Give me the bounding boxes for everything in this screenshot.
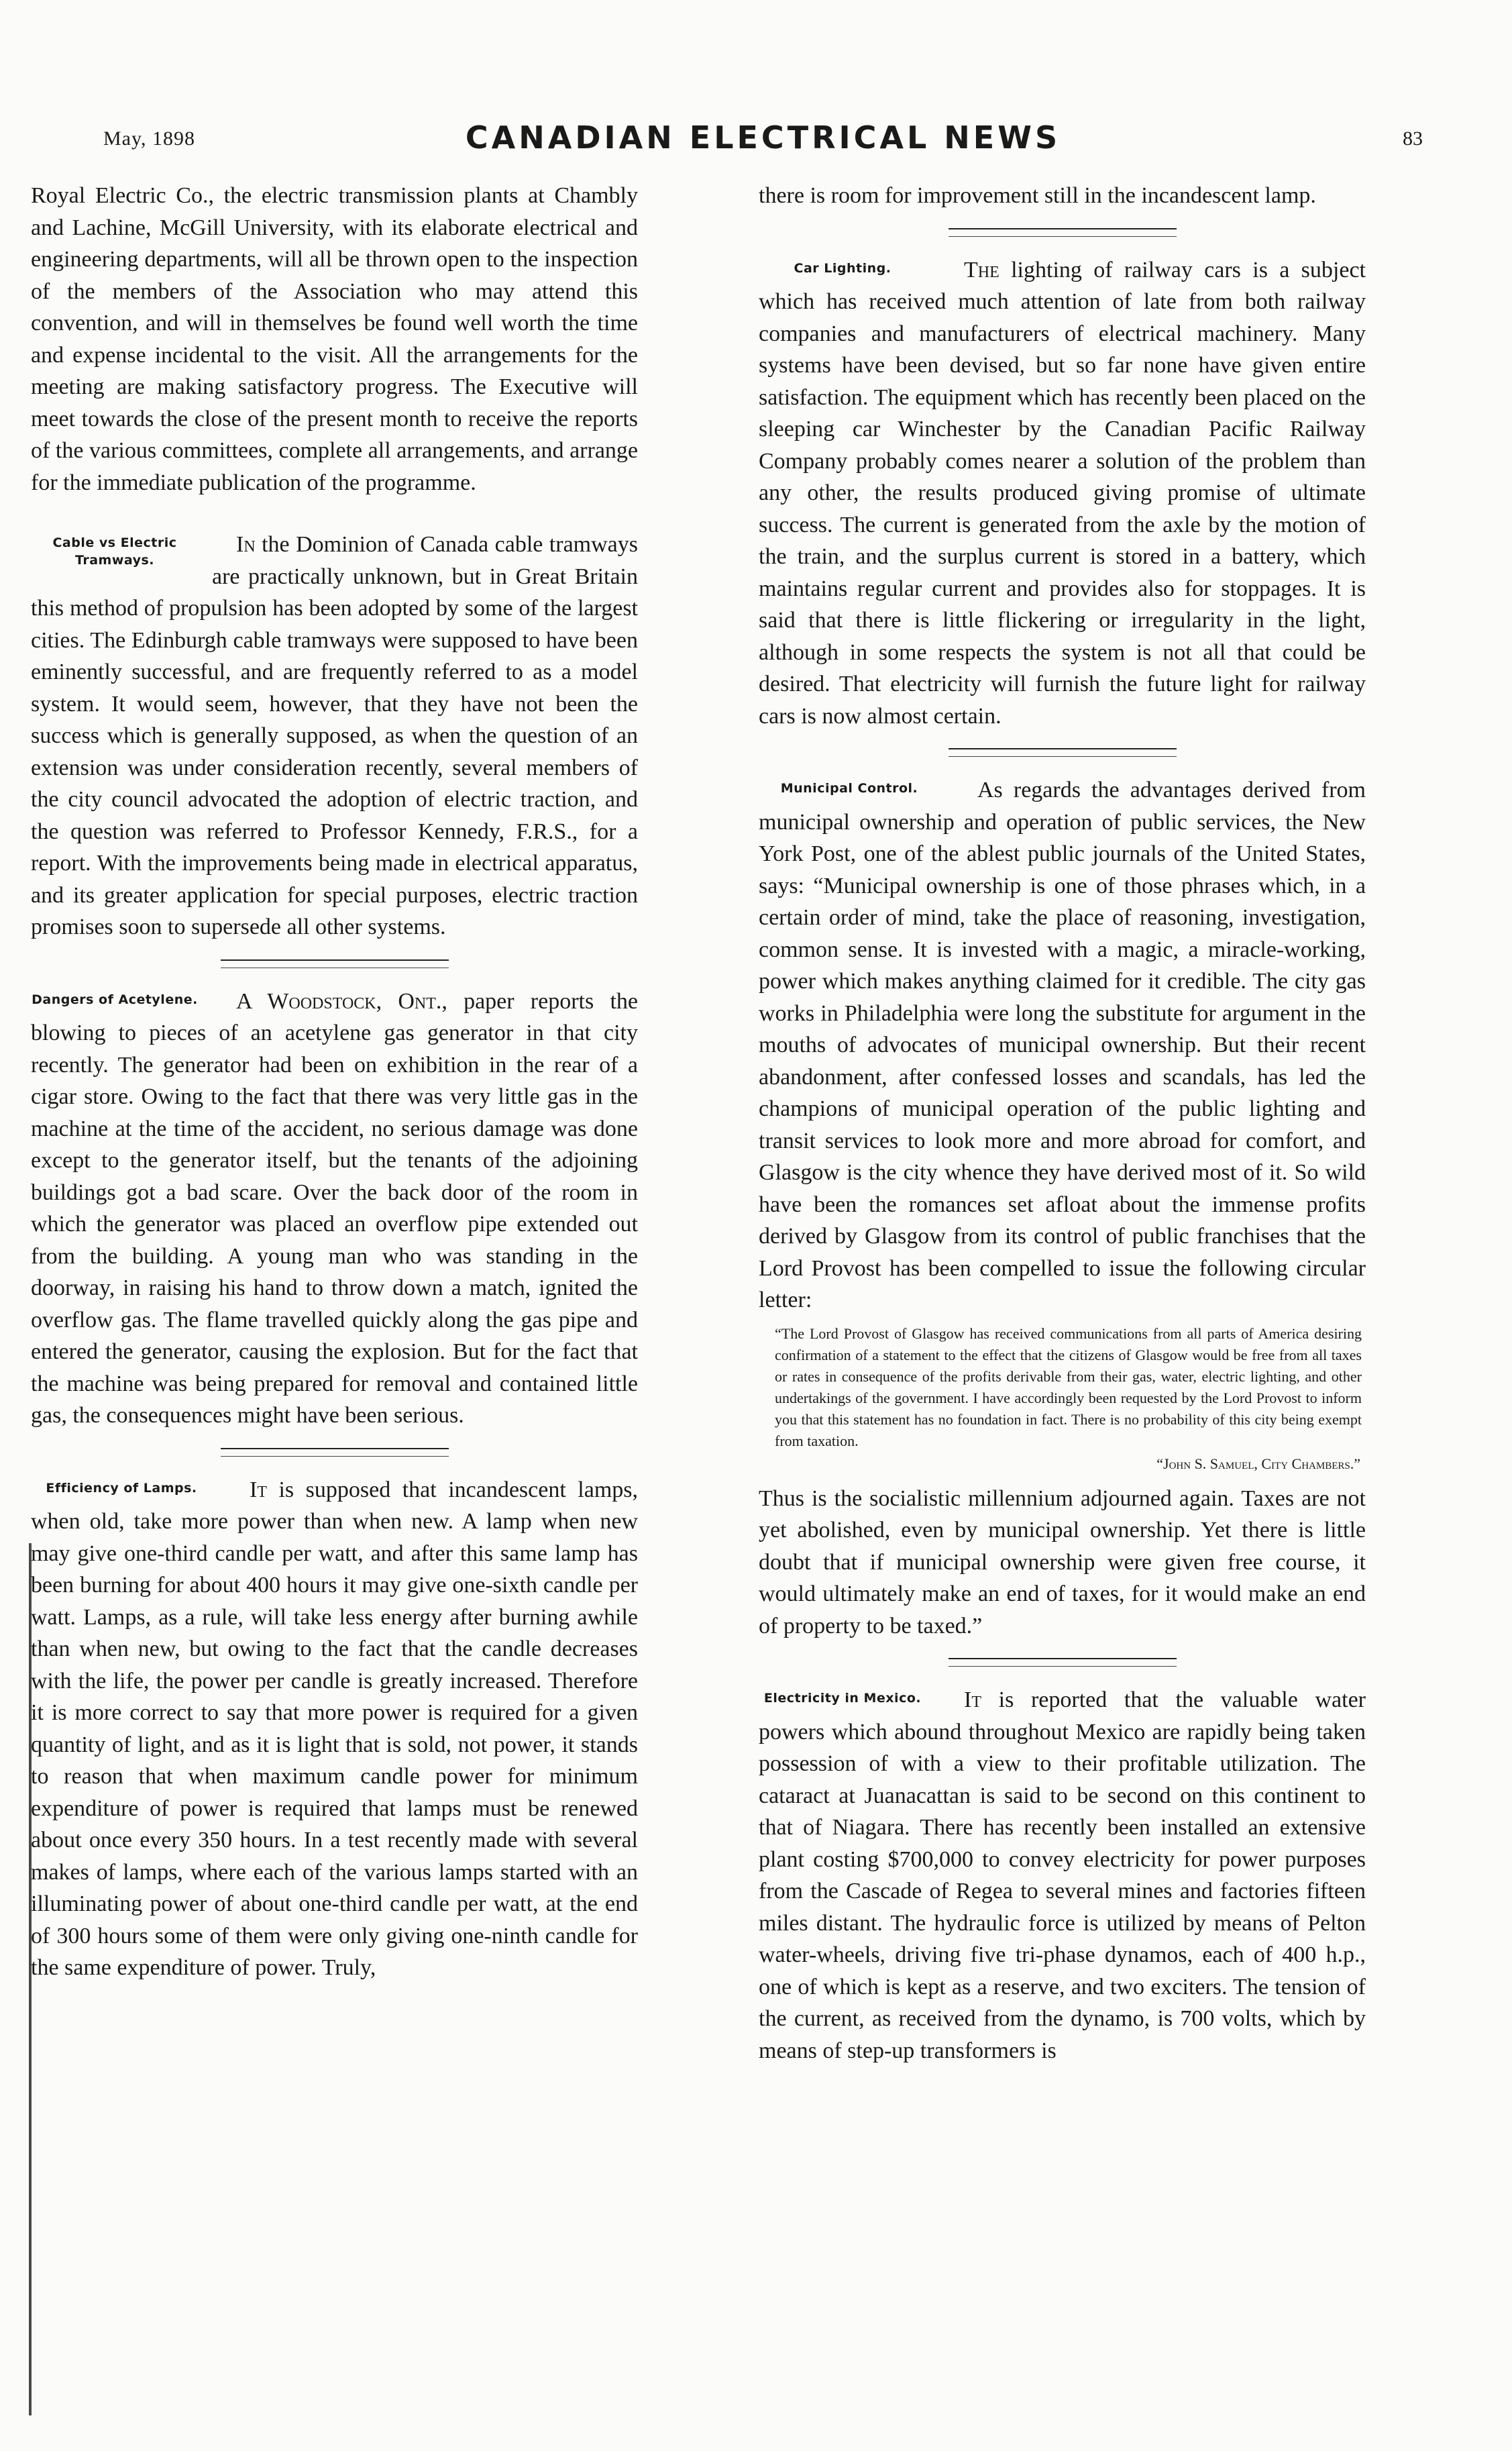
- sidenote-acetylene: Dangers of Acetylene.: [32, 992, 198, 1007]
- article-lamps: [31, 1474, 638, 1984]
- article-body: A Woodstock, Ont., paper reports the blowing to pieces of an acetylene gas generator in that city recently. The generator had been on exhibition in the rear of a cigar store. Owing to the fact that there was very little gas in the machine at the time of the accident, no serious damage was done except to the generator itself, but the tenants of the adjoining buildings got a bad scare. Over the back door of the room in which the generator was placed an overflow pipe extended out from the building. A young man who was standing in the doorway, in raising his hand to throw down a match, ignited the overflow gas. The flame travelled quickly along the gas pipe and entered the generator, causing the explosion. But for the fact that the machine was being prepared for removal and contained little gas, the consequences might have been serious.: [31, 988, 638, 1428]
- sidenote-lamps: Efficiency of Lamps.: [46, 1480, 197, 1496]
- article-body: It is supposed that incandescent lamps, when old, take more power than when new. A lamp when new may give one-third candle per watt, and after this same lamp has been burning for about 400 hours it may give one-sixth candle per watt. Lamps, as a rule, will take less energy after burning awhile than when new, but owing to the fact that the candle decreases with the life, the power per candle is greatly increased. Therefore it is more correct to say that more power is required for a given quantity of light, and as it is light that is sold, not power, it stands to reason that when maximum candle power for minimum expenditure of power is required that lamps must be renewed about once every 350 hours. In a test recently made with several makes of lamps, where each of the various lamps started with an illuminating power of about one-third candle per watt, at the end of 300 hours some of them were only giving one-ninth candle for the same expenditure of power. Truly,: [31, 1477, 638, 1980]
- continuation-paragraph: there is room for improvement still in the incandescent lamp.: [759, 183, 1316, 208]
- sidenote-electricity-mexico: Electricity in Mexico.: [763, 1691, 922, 1706]
- section-divider: [949, 1658, 1177, 1667]
- intro-paragraph: Royal Electric Co., the electric transmission plants at Chambly and Lachine, McGill University, with its elaborate electrical and engineering departments, will all be thrown open to the inspection of the members of the Association who may attend this convention, and will in themselves be found well worth the time and expense incidental to the visit. All the arrangements for the meeting are making satisfactory progress. The Executive will meet towards the close of the present month to receive the reports of the various committees, complete all arrangements, and arrange for the immediate publication of the programme.: [31, 183, 638, 495]
- right-column: [759, 180, 1366, 2067]
- sidenote-cable-tramways: Cable vs Electric Tramways.: [52, 535, 177, 568]
- article-body: As regards the advantages derived from municipal ownership and operation of public services, the New York Post, one of the ablest public journals of the United States, says: “Municipal ownership is one of those phrases which, in a certain order of mind, take the place of reasoning, investigation, common sense. It is invested with a magic, a miracle-working, power which makes anything claimed for it credible. The city gas works in Philadelphia were long the substitute for argument in the mouths of advocates of municipal ownership. But their recent abandonment, after confessed losses and scandals, has led the champions of municipal operation of the public lighting and transit services to look more and more abroad for comfort, and Glasgow is the city whence they have derived most of it. So wild have been the romances set afloat about the immense profits derived by Glasgow from its control of public franchises that the Lord Provost has been compelled to issue the following circular letter:: [759, 778, 1366, 1312]
- quote-signature: “John S. Samuel, City Chambers.”: [1156, 1455, 1360, 1472]
- section-divider: [221, 1448, 449, 1457]
- section-divider: [949, 748, 1177, 757]
- sidenote-car-lighting: Car Lighting.: [794, 260, 892, 276]
- page-header: [101, 119, 1425, 160]
- section-divider: [221, 959, 449, 968]
- article-electricity-mexico: [759, 1684, 1366, 2067]
- article-body: It is reported that the valuable water powers which abound throughout Mexico are rapidly being taken possession of with a view to their profitable utilization. The cataract at Juanacattan is said to be second on this continent to that of Niagara. There has recently been installed an extensive plant costing $700,000 to convey electricity for power purposes from the Cascade of Regea to several mines and factories fifteen miles distant. The hydraulic force is utilized by means of Pelton water-wheels, driving five tri-phase dynamos, each of 400 h.p., one of which is kept as a reserve, and two exciters. The tension of the current, as received from the dynamo, is 700 volts, which by means of step-up transformers is: [759, 1687, 1366, 2063]
- section-divider: [949, 228, 1177, 237]
- issue-date: May, 1898: [103, 127, 196, 150]
- circular-letter-quote: “The Lord Provost of Glasgow has received communications from all parts of America desiring confirmation of a statement to the effect that the citizens of Glasgow would be free from all taxes or rates in consequence of the profits derivable from their gas, water, electric lighting, and other undertakings of the government. I have accordingly been requested by the Lord Provost to inform you that this statement has no foundation in fact. There is no probability of this city being exempt from taxation.: [775, 1324, 1362, 1449]
- left-column: [31, 180, 638, 1984]
- publication-title: CANADIAN ELECTRICAL NEWS: [465, 119, 1061, 156]
- page-number: 83: [1403, 127, 1423, 150]
- article-body-continued: Thus is the socialistic millennium adjourned again. Taxes are not yet abolished, even by municipal ownership. Yet there is little doubt that if municipal ownership were given free course, it would ultimately make an end of taxes, for it would make an end of property to be taxed.”: [759, 1485, 1366, 1638]
- article-municipal-control: [759, 774, 1366, 1642]
- article-acetylene: [31, 986, 638, 1432]
- article-body: In the Dominion of Canada cable tramways are practically unknown, but in Great Britain this method of propulsion has been adopted by some of the largest cities. The Edinburgh cable tramways were supposed to have been eminently successful, and are frequently referred to as a model system. It would seem, however, that they have not been the success which is generally supposed, as when the question of an extension was under consideration recently, several members of the city council advocated the adoption of electric traction, and the question was referred to Professor Kennedy, F.R.S., for a report. With the improvements being made in electrical apparatus, and its greater application for special purposes, electric traction promises soon to supersede all other systems.: [31, 532, 638, 939]
- sidenote-municipal-control: Municipal Control.: [780, 781, 918, 796]
- article-body: The lighting of railway cars is a subject which has received much attention of late from both railway companies and manufacturers of electrical machinery. Many systems have been devised, but so far none have given entire satisfaction. The equipment which has recently been placed on the sleeping car Winchester by the Canadian Pacific Railway Company probably comes nearer a solution of the problem than any other, the results produced giving promise of ultimate success. The current is generated from the axle by the motion of the train, and the surplus current is stored in a battery, which maintains regular current and provides also for stoppages. It is said that there is little flickering or irregularity in the light, although in some respects the system is not all that could be desired. That electricity will furnish the future light for railway cars is now almost certain.: [759, 257, 1366, 729]
- article-cable-tramways: [31, 529, 638, 943]
- article-car-lighting: [759, 254, 1366, 733]
